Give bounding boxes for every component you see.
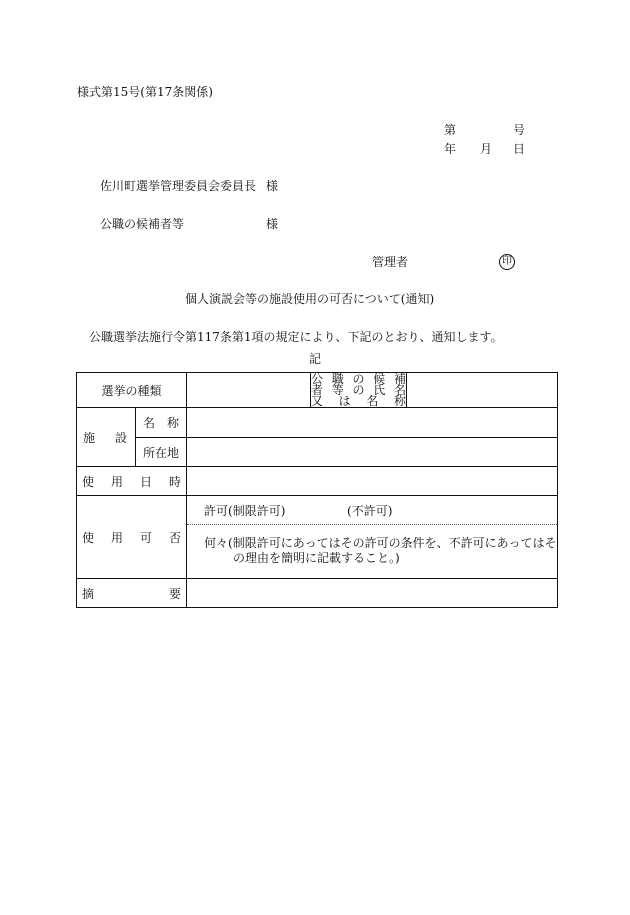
label-facility-name: 名 称 xyxy=(136,408,187,438)
notice-table xyxy=(76,372,558,608)
candidate-line-3: 又 は 名 称 xyxy=(311,393,406,408)
field-election-type[interactable] xyxy=(187,373,311,408)
label-election-type: 選挙の種類 xyxy=(77,373,187,408)
doc-number-dai: 第 xyxy=(444,123,457,137)
form-number: 様式第15号(第17条関係) xyxy=(77,85,213,99)
sender-label: 管理者 xyxy=(372,255,409,269)
date-day: 日 xyxy=(513,142,526,156)
field-remarks[interactable] xyxy=(187,579,558,608)
addressee-committee: 佐川町選挙管理委員会委員長 xyxy=(100,179,257,193)
row-election xyxy=(77,373,558,408)
note-line-2: の理由を簡明に記載すること。) xyxy=(233,551,400,565)
field-usage-decision xyxy=(187,496,558,579)
label-candidate-name xyxy=(311,373,407,408)
addressee-candidate: 公職の候補者等 xyxy=(100,217,185,231)
field-usage-datetime[interactable] xyxy=(187,467,558,496)
field-facility-name[interactable] xyxy=(187,408,558,438)
seal-mark xyxy=(499,254,515,270)
row-usage-decision xyxy=(77,496,558,579)
label-facility-location: 所在地 xyxy=(136,438,187,467)
addressee-candidate-honorific: 様 xyxy=(266,217,279,231)
candidate-line-2: 者 等 の 氏 名 xyxy=(311,382,406,397)
document-title: 個人演説会等の施設使用の可否について(通知) xyxy=(185,292,435,306)
label-remarks: 摘 要 xyxy=(77,579,187,608)
row-usage-datetime xyxy=(77,467,558,496)
row-remarks xyxy=(77,579,558,608)
date-year: 年 xyxy=(444,142,457,156)
body-text: 公職選挙法施行令第117条第1項の規定により、下記のとおり、通知します。 xyxy=(89,330,503,344)
field-facility-location[interactable] xyxy=(187,438,558,467)
seal-icon: 印 xyxy=(499,254,515,270)
addressee-committee-honorific: 様 xyxy=(266,179,279,193)
label-usage-datetime: 使 用 日 時 xyxy=(77,467,187,496)
candidate-line-1: 公 職 の 候 補 xyxy=(311,371,406,386)
date-month: 月 xyxy=(480,142,493,156)
field-candidate-name[interactable] xyxy=(407,373,558,408)
row-facility-name xyxy=(77,408,558,438)
doc-number-go: 号 xyxy=(513,123,526,137)
label-facility: 施 設 xyxy=(77,408,136,467)
note-line-1: 何々(制限許可にあってはその許可の条件を、不許可にあってはそ xyxy=(204,536,557,550)
option-not-permit[interactable]: (不許可) xyxy=(347,504,393,518)
option-permit[interactable]: 許可(制限許可) xyxy=(204,504,286,518)
decision-permit-line xyxy=(187,496,557,524)
ki-label: 記 xyxy=(309,352,322,366)
decision-note xyxy=(187,524,557,578)
label-usage-decision: 使 用 可 否 xyxy=(77,496,187,579)
row-facility-location xyxy=(77,438,558,467)
